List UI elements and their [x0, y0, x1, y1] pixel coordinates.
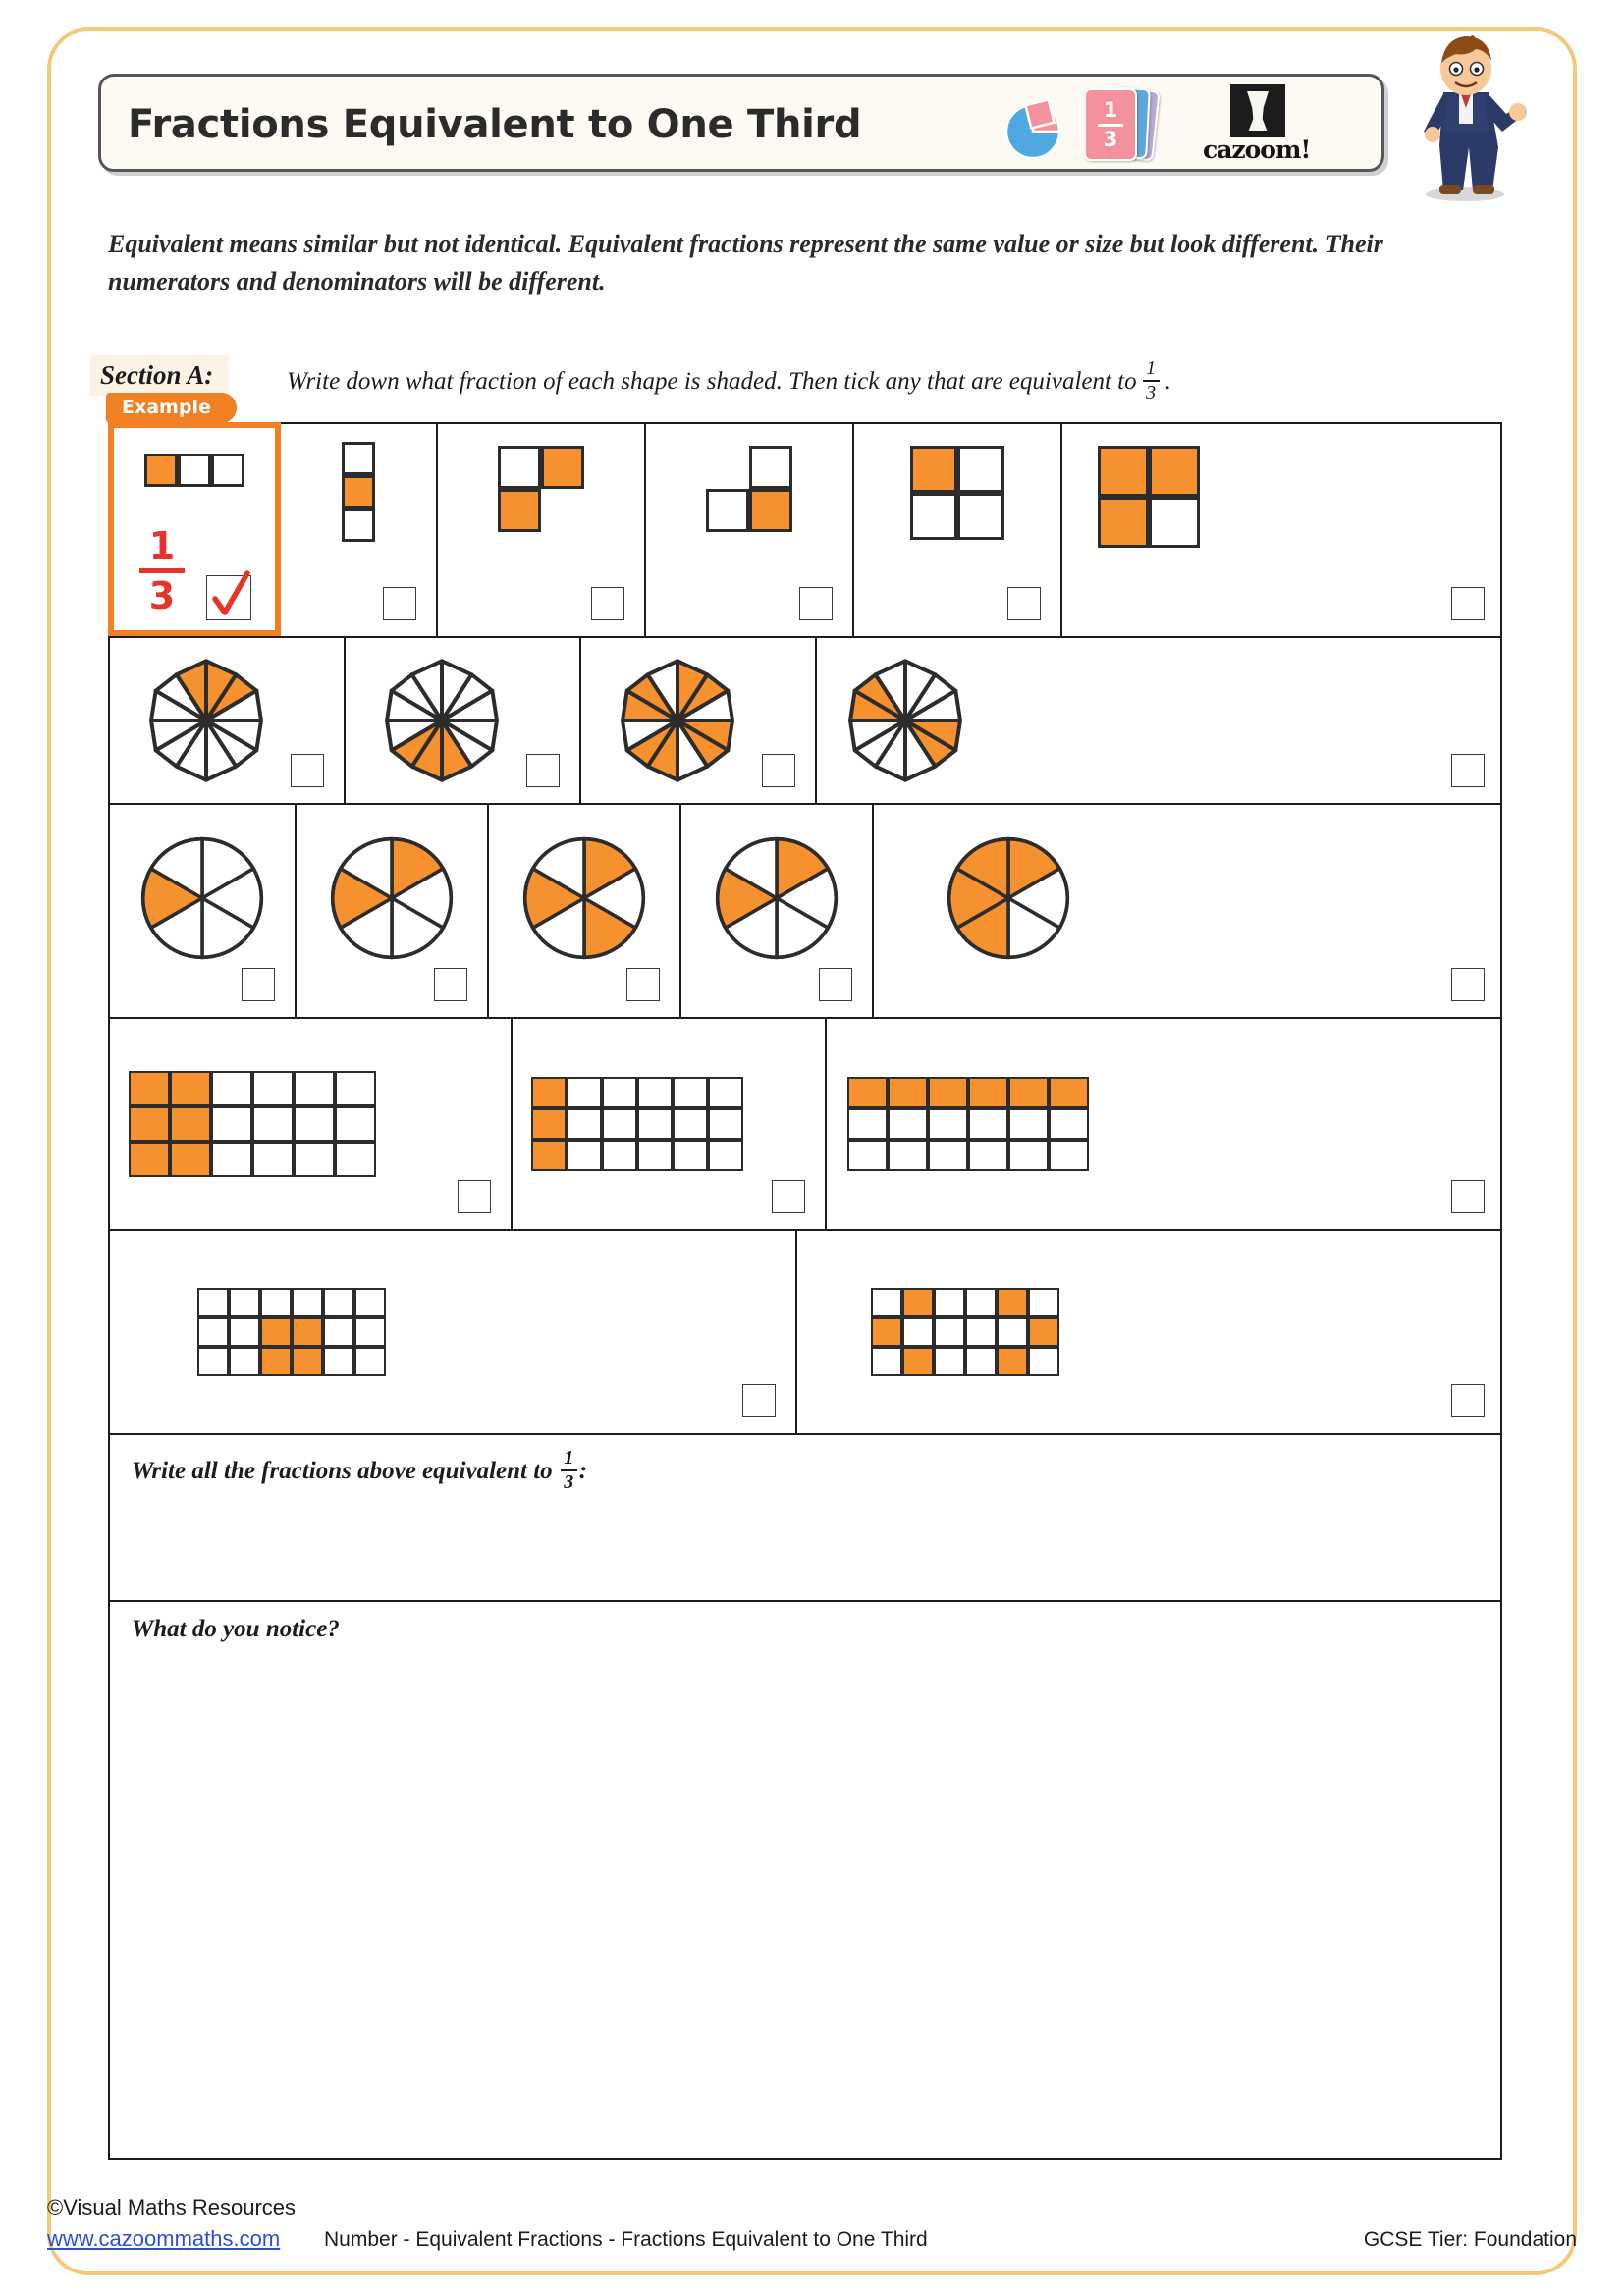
shape-row-1 [110, 397, 1500, 638]
shape-cell-a5 [1062, 424, 1504, 636]
tick-checkbox-c5[interactable] [1451, 968, 1485, 1001]
shape-b4-hexagon [837, 652, 974, 789]
example-fraction [139, 524, 185, 617]
worksheet-table [108, 397, 1502, 2160]
footer-tier: GCSE Tier: Foundation [1363, 2228, 1577, 2251]
shape-c5-circle [943, 832, 1074, 964]
section-label: Section A: [90, 355, 229, 396]
tick-checkbox-d3[interactable] [1451, 1180, 1485, 1213]
student-mascot-icon [1404, 29, 1532, 206]
card-numerator: 1 [1103, 97, 1118, 122]
write-all-text-before: Write all the fractions above equivalent to [132, 1457, 553, 1484]
cazoom-brand-text: cazoom! [1203, 135, 1311, 164]
tick-checkbox-a1[interactable] [383, 587, 416, 620]
shape-cell-c4 [681, 805, 874, 1017]
shape-c2-circle [326, 832, 458, 964]
shape-cell-a3 [646, 424, 854, 636]
example-tab-label: Example [106, 393, 237, 423]
shape-cell-e2 [797, 1231, 1504, 1433]
section-instruction-text: Write down what fraction of each shape is shaded. Then tick any that are equivalent to [287, 367, 1137, 395]
tick-checkbox-a3[interactable] [799, 587, 833, 620]
tick-checkbox-c2[interactable] [434, 968, 467, 1001]
tick-checkbox-c3[interactable] [626, 968, 660, 1001]
section-a-header [90, 351, 1534, 406]
shape-cell-d3 [827, 1019, 1504, 1229]
shape-a4 [910, 446, 1004, 540]
tick-checkbox-b2[interactable] [526, 754, 560, 787]
shape-c1-circle [136, 832, 268, 964]
shape-a3 [706, 446, 792, 532]
shape-cell-e1 [110, 1231, 797, 1433]
shape-cell-c1 [110, 805, 297, 1017]
footer [0, 2195, 1624, 2293]
card-denominator: 3 [1103, 127, 1118, 151]
write-all-numerator: 1 [564, 1447, 574, 1468]
shape-cell-a1 [281, 424, 438, 636]
target-denominator: 3 [1146, 381, 1157, 403]
tick-checkbox-b1[interactable] [291, 754, 324, 787]
section-instruction-period: . [1164, 367, 1171, 395]
shape-cell-b3 [581, 638, 817, 803]
write-all-text-after: : [578, 1457, 588, 1484]
shape-row-4 [110, 1019, 1500, 1231]
answer-row-notice[interactable] [110, 1602, 1500, 2158]
shape-a2 [498, 446, 584, 532]
shape-b3-hexagon [609, 652, 746, 789]
pie-chart-icon [1001, 94, 1070, 161]
shape-row-3 [110, 805, 1500, 1019]
shape-c3-circle [518, 832, 650, 964]
shape-c4-circle [711, 832, 842, 964]
shape-cell-c3 [489, 805, 681, 1017]
page-title: Fractions Equivalent to One Third [128, 102, 862, 147]
example-denominator: 3 [148, 574, 176, 617]
shape-d1-grid [128, 1070, 377, 1178]
footer-topic: Number - Equivalent Fractions - Fractions Equivalent to One Third [324, 2228, 928, 2251]
example-highlight-box [108, 422, 281, 636]
shape-a1 [342, 442, 375, 542]
tick-checkbox-d2[interactable] [772, 1180, 805, 1213]
footer-copyright: ©Visual Maths Resources [47, 2195, 297, 2219]
tick-checkbox-a5[interactable] [1451, 587, 1485, 620]
example-cell [110, 397, 281, 636]
shape-b1-hexagon [137, 652, 275, 789]
target-numerator: 1 [1146, 357, 1157, 379]
fraction-cards-icon [1076, 86, 1170, 163]
example-tick-checkbox[interactable] [206, 575, 251, 620]
footer-url-link[interactable]: www.cazoommaths.com [47, 2226, 281, 2251]
logo-cluster [1001, 86, 1365, 163]
write-all-fraction [561, 1448, 577, 1493]
shape-cell-b1 [110, 638, 346, 803]
shape-b2-hexagon [373, 652, 511, 789]
section-instruction [287, 359, 1171, 404]
tick-checkbox-d1[interactable] [458, 1180, 491, 1213]
tick-checkbox-c4[interactable] [819, 968, 852, 1001]
write-all-prompt [132, 1449, 587, 1494]
shape-row-2 [110, 638, 1500, 805]
write-all-denominator: 3 [564, 1470, 574, 1493]
target-fraction [1143, 358, 1160, 403]
shape-cell-a4 [854, 424, 1062, 636]
example-numerator: 1 [148, 524, 176, 567]
shape-e1-grid [196, 1287, 387, 1377]
shape-cell-a2 [438, 424, 646, 636]
tick-checkbox-c1[interactable] [242, 968, 275, 1001]
intro-paragraph: Equivalent means similar but not identical. Equivalent fractions represent the same value or size but look different. Their numerators and denominators will be different. [108, 230, 1383, 295]
notice-prompt: What do you notice? [132, 1616, 340, 1642]
answer-row-write-all[interactable] [110, 1435, 1500, 1602]
tick-checkbox-b4[interactable] [1451, 754, 1485, 787]
cazoom-logo [1203, 84, 1350, 163]
shape-cell-d1 [110, 1019, 513, 1229]
shape-cell-b2 [346, 638, 581, 803]
shape-e2-grid [870, 1287, 1060, 1377]
shape-row-5 [110, 1231, 1500, 1435]
tick-checkbox-e1[interactable] [742, 1384, 776, 1417]
tick-checkbox-b3[interactable] [762, 754, 795, 787]
shape-d3-grid [846, 1076, 1090, 1172]
shape-a5 [1098, 446, 1200, 548]
tick-checkbox-e2[interactable] [1451, 1384, 1485, 1417]
shape-cell-c2 [297, 805, 489, 1017]
tick-checkbox-a2[interactable] [591, 587, 624, 620]
tick-checkbox-a4[interactable] [1007, 587, 1041, 620]
shape-cell-b4 [817, 638, 1504, 803]
shape-cell-c5 [874, 805, 1504, 1017]
hourglass-icon [1230, 84, 1285, 137]
shape-cell-d2 [513, 1019, 827, 1229]
shape-d2-grid [530, 1076, 744, 1172]
